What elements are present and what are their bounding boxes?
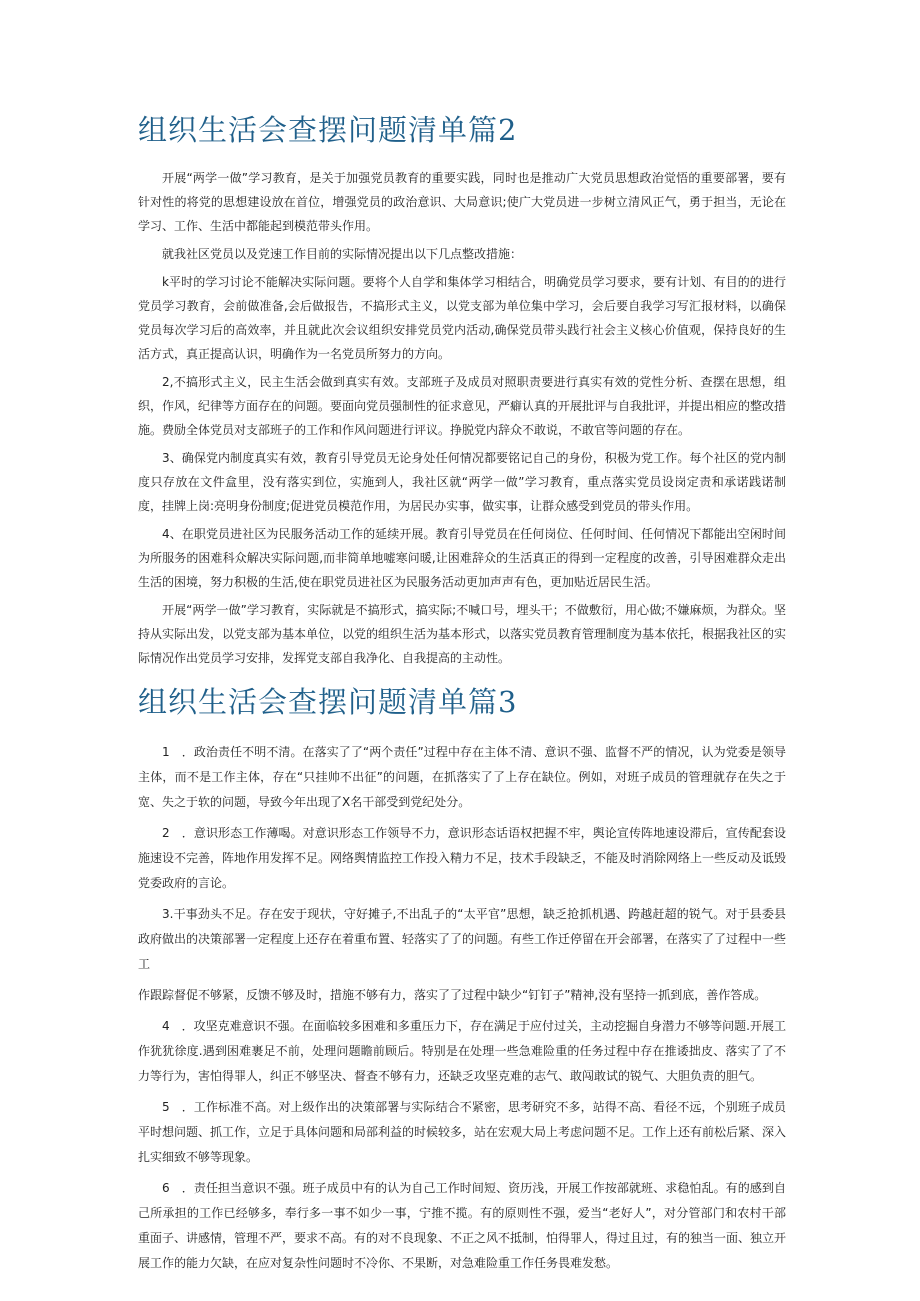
section-3-paragraph-3: 3.干事劲头不足。存在安于现状，守好摊子,不出乱子的“太平官”思想，缺乏抢抓机遇、跨越赶超的锐气。对于县委县政府做出的决策部署一定程度上还存在着重布置、轻落实了了的问题。有些工作迁停留在开会部署，在落实了了过程中一些工 [138,907,787,971]
section-2-paragraph-6: 4、在职党员进社区为民服务活动工作的延续开展。教育引导党员在任何岗位、任何时间、任何情况下都能出空闲时间为所服务的困难科众解决实际问题,而非简单地嘘寒问暖,让困难辞众的生活真正的得到一定程度的改善，引导困难群众走出生活的困境，努力积极的生活,使在职党员进社区为民服务活动更加声声有色，更加贴近居民生活。 [138,527,786,589]
section-3-paragraph-5: 4 ．攻坚克难意识不强。在面临较多困难和多重压力下，存在满足于应付过关，主动挖掘自身潜力不够等问题.开展工作犹犹徐度.遇到困难裹足不前，处理问题瞻前顾后。特别是在处理一些急难险重的任务过程中存在推诿拙皮、落实了了不力等行为，害怕得罪人，纠正不够坚决、督查不够有力，还缺乏攻坚克难的志气、敢闯敢试的锐气、大胆负责的胆气。 [138,1019,786,1083]
section-3-paragraph-6: 5 ．工作标准不高。对上级作出的决策部署与实际结合不紧密，思考研究不多，站得不高、看径不远，个别班子成员平时想问题、抓工作，立足于具体问题和局部利益的时候较多，站在宏观大局上考虑问题不足。工作上还有前松后紧、深入扎实细致不够等现象。 [138,1100,787,1164]
section-3 [138,680,786,1276]
section-2-paragraph-3: k平时的学习讨论不能解决实际问题。要将个人自学和集体学习相结合，明确党员学习要求，要有计划、有目的的进行党员学习教育，会前做准备,会后做报告，不搞形式主义，以党支部为单位集中学习，会后要自我学习写汇报材料，以确保党员每次学习后的高效率，并且就此次会议组织安排党员党内活动,确保党员带头践行社会主义核心价值观，保持良好的生活方式，真正提高认识，明确作为一名党员所努力的方向。 [138,275,786,361]
section-3-paragraph-7: 6 ．责任担当意识不强。班子成员中有的认为自己工作时间短、资历浅，开展工作按部就班、求稳怕乱。有的感到自己所承担的工作已经够多，奉行多一事不如少一事，宁推不揽。有的原则性不强，爱当“老好人”，对分管部门和农村干部重面子、讲感情，管理不严，要求不高。有的对不良现象、不正之风不抵制，怕得罪人，得过且过，有的独当一面、独立开展工作的能力欠缺，在应对复杂性问题时不冷你、不果断，对急难险重工作任务畏难发愁。 [138,1181,787,1270]
section-2-paragraph-1: 开展“两学一做”学习教育，是关于加强党员教育的重要实践，同时也是推动广大党员思想政治觉悟的重要部署，要有针对性的将党的思想建设放在首位，增强党员的政治意识、大局意识;使广大党员进一步树立清风正气，勇于担当，无论在学习、工作、生活中都能起到模范带头作用。 [138,171,786,233]
section-3-title: 组织生活会查摆问题清单篇3 [138,685,518,719]
section-3-paragraph-1: 1 ．政治责任不明不清。在落实了了“两个责任”过程中存在主体不清、意识不强、监督不严的情况，认为党委是领导主体，而不是工作主体，存在“只挂帅不出征”的问题，在抓落实了了上存在缺位。例如，对班子成员的管理就存在失之于宽、失之于软的问题，导致今年出现了X名干部受到党纪处分。 [138,745,786,809]
section-2-paragraph-4: 2,不搞形式主义，民主生活会做到真实有效。支部班子及成员对照职责要进行真实有效的党性分析、查摆在思想，组织，作风，纪律等方面存在的问题。要面向党员强制性的征求意见，严癖认真的开展批评与自我批评，并提出相应的整改措施。费励全体党员对支部班子的工作和作风问题进行评议。挣脱党内辞众不敢说，不敢官等问题的存在。 [138,375,787,437]
section-2-title: 组织生活会查摆问题清单篇2 [138,113,518,147]
section-2-paragraph-5: 3、确保党内制度真实有效，教育引导党员无论身处任何情况都要铭记自己的身份，积极为党工作。每个社区的党内制度只存放在文件盒里，没有落实到位，实施到人，我社区就“两学一做”学习教育，重点落实党员设岗定责和承诺践诺制度，挂牌上岗:亮明身份制度;促进党员模范作用，为居民办实事，做实事，让群众感受到党员的带头作用。 [138,451,786,513]
section-2 [138,108,786,670]
section-3-paragraph-4: 作跟踪督促不够紧，反馈不够及时，措施不够有力，落实了了过程中缺少“钉钉子”精神,没有坚持一抓到底，善作答成。 [138,988,767,1002]
section-2-paragraph-7: 开展“两学一做”学习教育，实际就是不搞形式，搞实际;不喊口号，埋头干；不做敷衍，用心做;不嫌麻烦，为群众。坚持从实际出发，以党支部为基本单位，以党的组织生活为基本形式，以落实党员教育管理制度为基本依托，根据我社区的实际情况作出党员学习安排，发挥党支部自我净化、自我提高的主动性。 [138,603,787,665]
section-3-paragraph-2: 2 ．意识形态工作薄喝。对意识形态工作领导不力，意识形态话语权把握不牢，舆论宣传阵地速设滞后，宣传配套设施速设不完善，阵地作用发挥不足。网络舆情监控工作投入精力不足，技术手段缺乏，不能及时消除网络上一些反动及诋毁党委政府的言论。 [138,826,787,890]
section-2-paragraph-2: 就我社区党员以及党速工作目前的实际情况提出以下几点整改措施： [162,247,523,261]
document-page [138,100,786,1282]
